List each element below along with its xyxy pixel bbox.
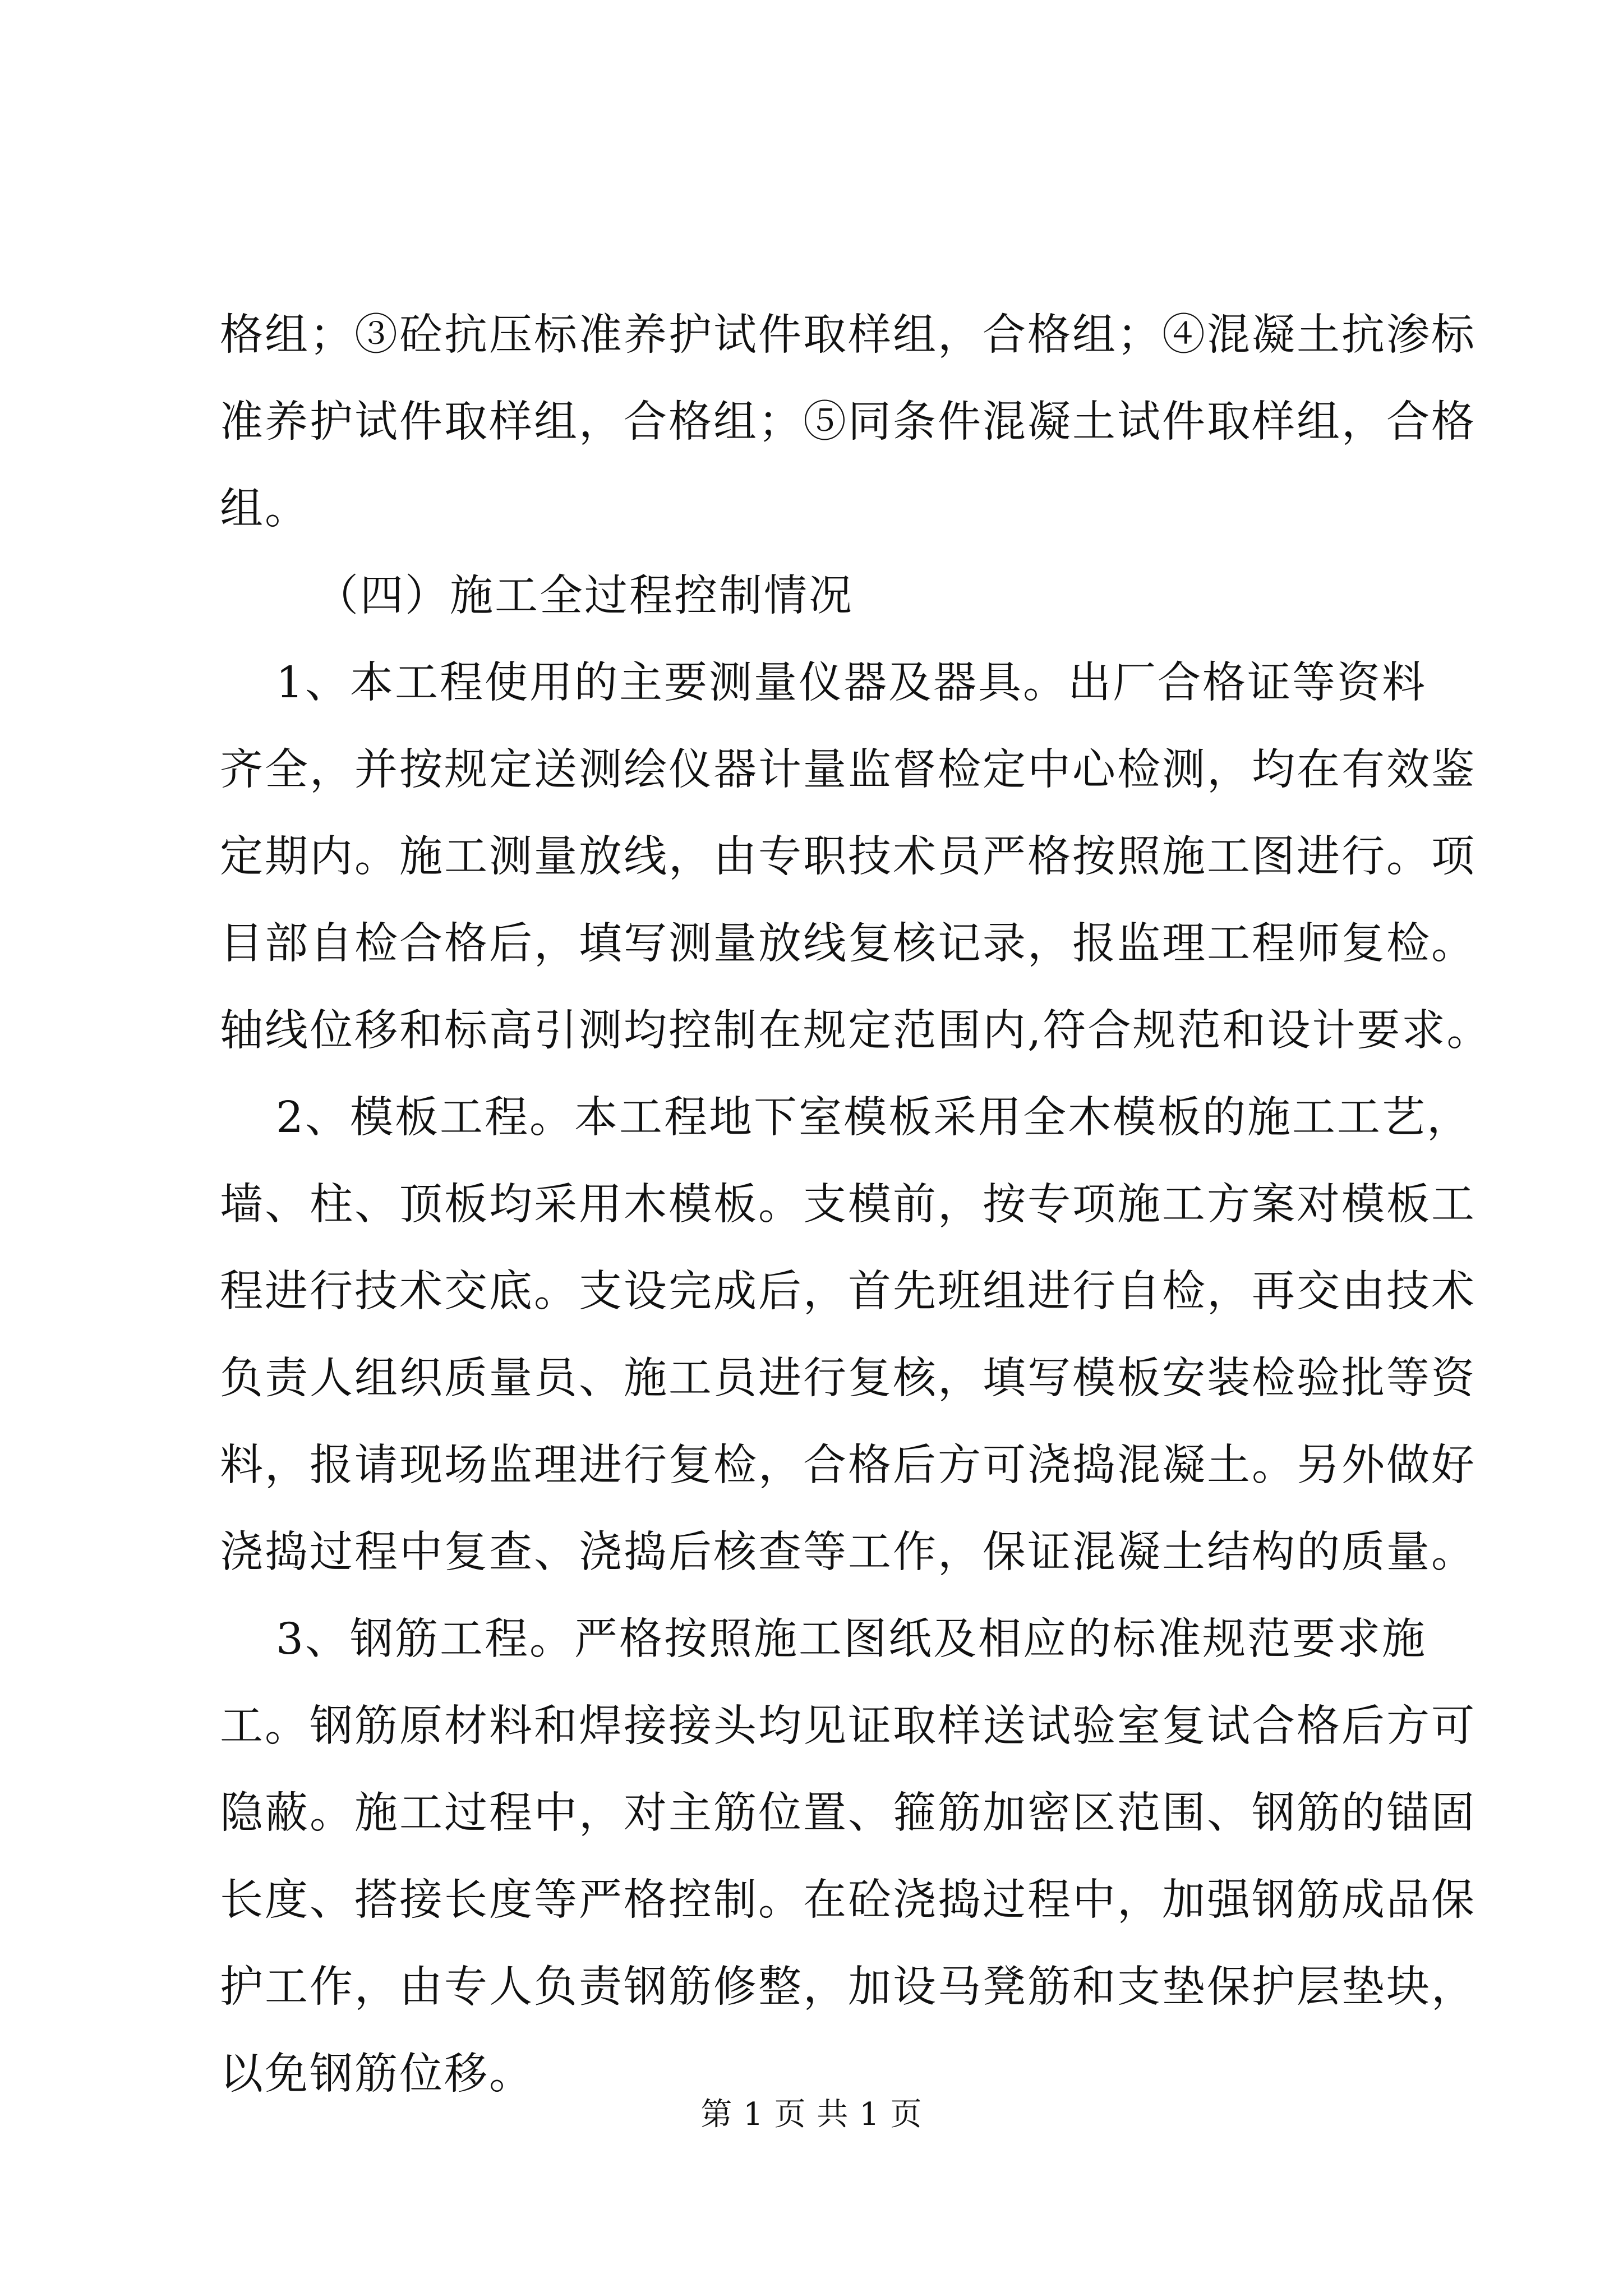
text-line: 3、钢筋工程。严格按照施工图纸及相应的标准规范要求施 [276,1614,1427,1664]
text-line: 准养护试件取样组，合格组；⑤同条件混凝土试件取样组，合格 [220,397,1476,447]
text-line: 目部自检合格后，填写测量放线复核记录，报监理工程师复检。 [220,919,1476,969]
text-line: 隐蔽。施工过程中，对主筋位置、箍筋加密区范围、钢筋的锚固 [220,1788,1476,1838]
text-line: 2、模板工程。本工程地下室模板采用全木模板的施工工艺， [276,1093,1472,1143]
text-line: 浇捣过程中复查、浇捣后核查等工作，保证混凝土结构的质量。 [220,1527,1476,1577]
text-line: 齐全，并按规定送测绘仪器计量监督检定中心检测，均在有效鉴 [220,745,1476,795]
text-line: 定期内。施工测量放线，由专职技术员严格按照施工图进行。项 [220,832,1476,882]
text-line: 护工作，由专人负责钢筋修整，加设马凳筋和支垫保护层垫块， [220,1962,1476,2012]
text-line: 以免钢筋位移。 [220,2049,534,2099]
text-line: 1、本工程使用的主要测量仪器及器具。出厂合格证等资料 [276,658,1427,708]
text-line: 格组；③砼抗压标准养护试件取样组，合格组；④混凝土抗渗标 [220,310,1476,360]
section-heading: （四）施工全过程控制情况 [315,571,854,621]
text-line: 料，报请现场监理进行复检，合格后方可浇捣混凝土。另外做好 [220,1441,1476,1490]
text-line: 轴线位移和标高引测均控制在规定范围内,符合规范和设计要求。 [220,1006,1492,1056]
text-line: 程进行技术交底。支设完成后，首先班组进行自检，再交由技术 [220,1267,1476,1317]
text-line: 负责人组织质量员、施工员进行复核，填写模板安装检验批等资 [220,1354,1476,1404]
text-line: 墙、柱、顶板均采用木模板。支模前，按专项施工方案对模板工 [220,1180,1476,1230]
text-line: 组。 [220,484,310,534]
document-body [220,292,1492,2118]
text-line: 长度、搭接长度等严格控制。在砼浇捣过程中，加强钢筋成品保 [220,1875,1476,1925]
text-line: 工。钢筋原材料和焊接接头均见证取样送试验室复试合格后方可 [220,1701,1476,1751]
page-footer: 第 1 页 共 1 页 [700,2096,923,2133]
